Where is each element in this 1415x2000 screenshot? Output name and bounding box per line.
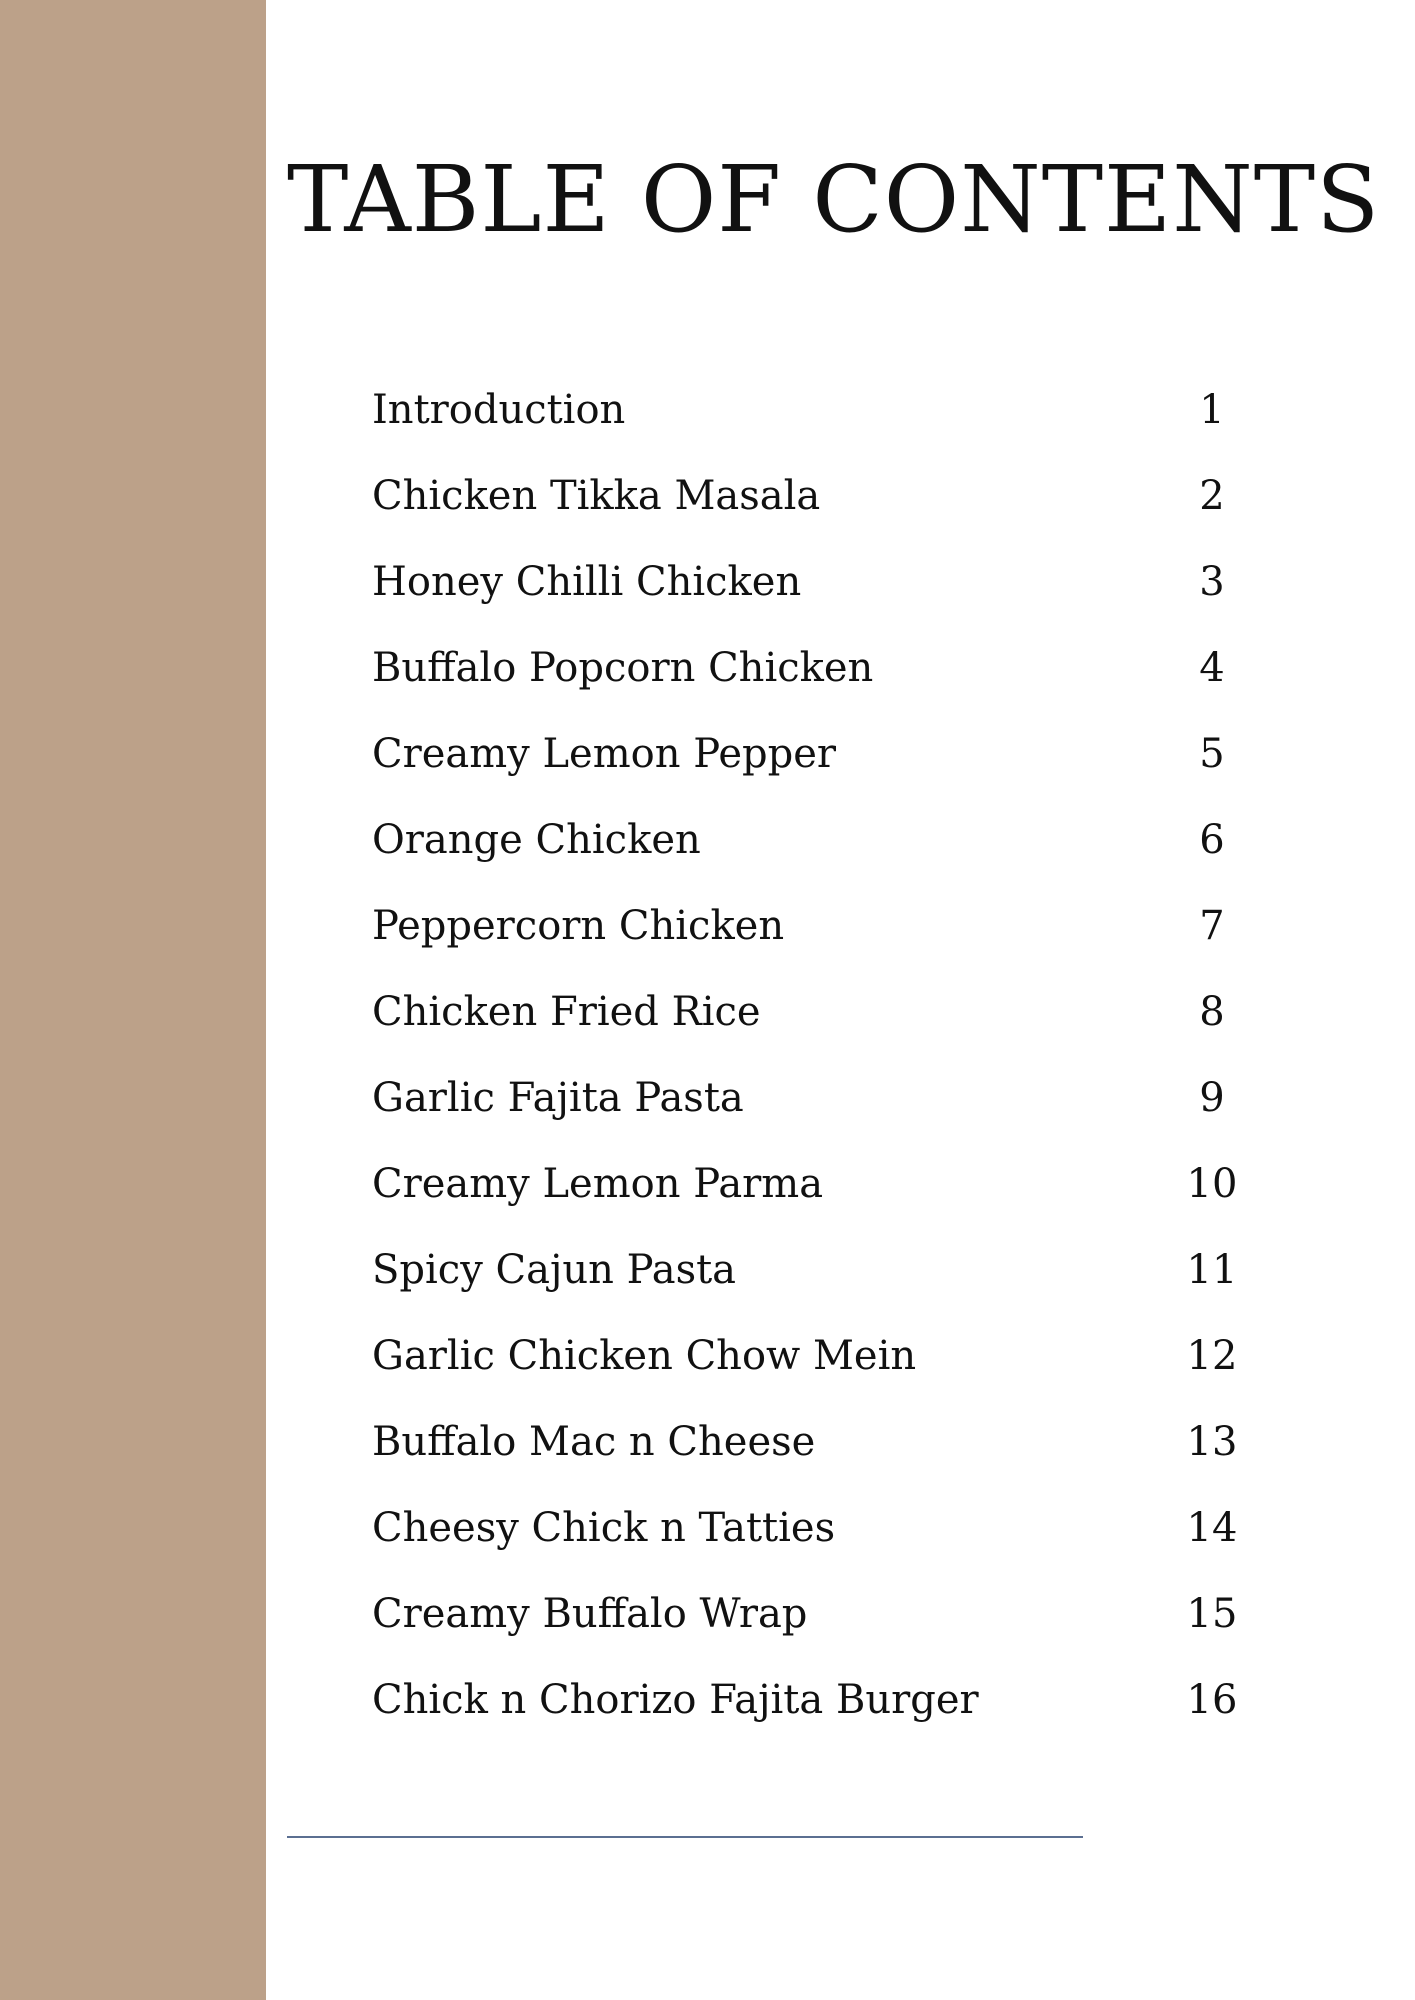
toc-entry[interactable]	[372, 1670, 1252, 1756]
toc-entry-title: Garlic Fajita Pasta	[372, 1075, 744, 1121]
toc-entry-title: Chicken Fried Rice	[372, 989, 761, 1035]
toc-entry-title: Honey Chilli Chicken	[372, 559, 802, 605]
toc-entry-title: Creamy Lemon Pepper	[372, 731, 837, 777]
toc-entry-page-number: 9	[1199, 1075, 1225, 1121]
toc-entry[interactable]	[372, 466, 1252, 552]
divider-line	[287, 1836, 1083, 1838]
toc-entry-title: Creamy Lemon Parma	[372, 1161, 824, 1207]
toc-entry-page-number: 8	[1199, 989, 1225, 1035]
toc-entry-page-number: 15	[1186, 1591, 1238, 1637]
page-title: TABLE OF CONTENTS	[287, 146, 1381, 253]
toc-entry-page-number: 13	[1186, 1419, 1238, 1465]
toc-entry-title: Buffalo Mac n Cheese	[372, 1419, 816, 1465]
toc-entry[interactable]	[372, 1412, 1252, 1498]
toc-entry-page-number: 5	[1199, 731, 1225, 777]
toc-entry-title: Orange Chicken	[372, 817, 701, 863]
toc-entry[interactable]	[372, 896, 1252, 982]
toc-entry-title: Chicken Tikka Masala	[372, 473, 821, 519]
toc-entry-title: Introduction	[372, 387, 626, 433]
toc-entry[interactable]	[372, 1240, 1252, 1326]
toc-entry-title: Buffalo Popcorn Chicken	[372, 645, 874, 691]
toc-entry[interactable]	[372, 1584, 1252, 1670]
toc-entry[interactable]	[372, 1154, 1252, 1240]
toc-entry-title: Creamy Buffalo Wrap	[372, 1591, 808, 1637]
toc-entry[interactable]	[372, 380, 1252, 466]
sidebar-accent	[0, 0, 266, 2000]
toc-entry[interactable]	[372, 638, 1252, 724]
toc-entry[interactable]	[372, 1498, 1252, 1584]
table-of-contents	[372, 380, 1252, 1756]
toc-entry-page-number: 10	[1186, 1161, 1238, 1207]
toc-entry[interactable]	[372, 724, 1252, 810]
toc-entry[interactable]	[372, 982, 1252, 1068]
toc-entry[interactable]	[372, 1068, 1252, 1154]
toc-entry-title: Spicy Cajun Pasta	[372, 1247, 737, 1293]
toc-entry-page-number: 1	[1199, 387, 1225, 433]
toc-entry-page-number: 14	[1186, 1505, 1238, 1551]
toc-entry-page-number: 3	[1199, 559, 1225, 605]
toc-entry-page-number: 11	[1186, 1247, 1238, 1293]
toc-entry-page-number: 6	[1199, 817, 1225, 863]
toc-entry-page-number: 2	[1199, 473, 1225, 519]
toc-entry-page-number: 4	[1199, 645, 1225, 691]
toc-entry[interactable]	[372, 1326, 1252, 1412]
toc-entry-title: Peppercorn Chicken	[372, 903, 785, 949]
toc-entry[interactable]	[372, 552, 1252, 638]
toc-entry[interactable]	[372, 810, 1252, 896]
toc-entry-title: Chick n Chorizo Fajita Burger	[372, 1677, 979, 1723]
toc-entry-title: Garlic Chicken Chow Mein	[372, 1333, 917, 1379]
toc-entry-page-number: 7	[1199, 903, 1225, 949]
toc-entry-title: Cheesy Chick n Tatties	[372, 1505, 836, 1551]
toc-entry-page-number: 16	[1186, 1677, 1238, 1723]
toc-entry-page-number: 12	[1186, 1333, 1238, 1379]
